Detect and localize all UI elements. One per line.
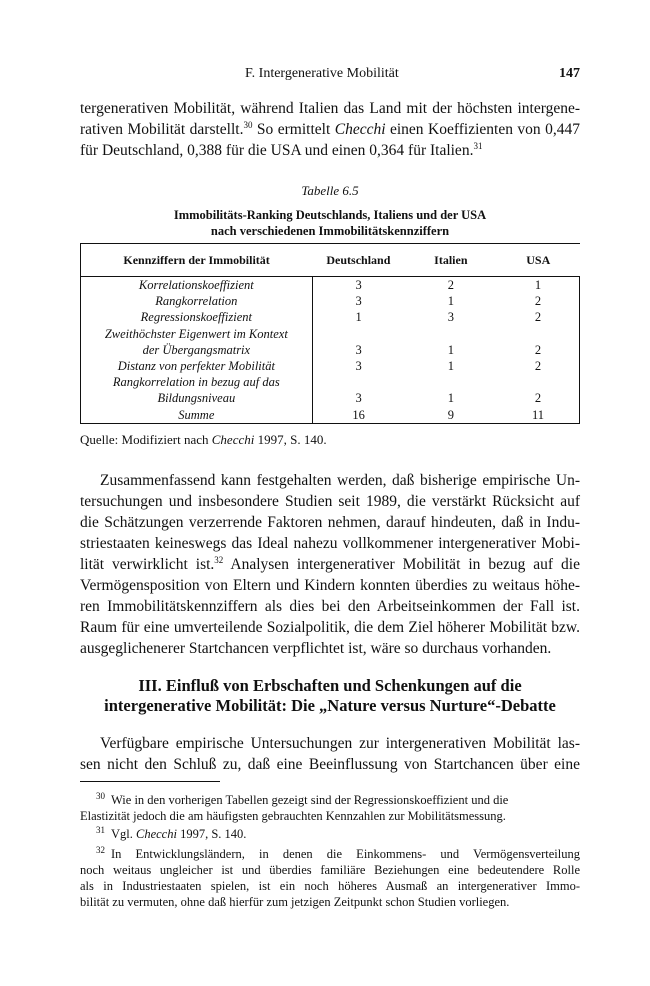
text-line: lität verwirklicht ist.$^{32}$ Analysen intergenerativer Mobilität in bezug auf die — [80, 554, 580, 573]
table-row-sum: Summe 16 9 11 — [81, 407, 580, 424]
column-header: USA — [497, 244, 579, 277]
table-label: Tabelle 6.5 — [301, 183, 359, 198]
ranking-table — [80, 243, 580, 424]
running-header — [80, 66, 580, 86]
text-line: rativen Mobilität darstellt.$^{30}$ So ermittelt Checchi einen Koeffizienten von 0,447 — [80, 119, 580, 138]
footnote-number: 32 — [96, 844, 105, 855]
footnote-number: 31 — [96, 824, 105, 835]
text-line: striestaaten keineswegs das Ideal nahezu vollkommener intergenerativer Mobi- — [80, 535, 580, 552]
text-line: tersuchungen und insbesondere Studien seit 1989, die verstärkt Rücksicht auf — [80, 493, 580, 510]
table-row: Bildungsniveau 3 1 2 — [81, 390, 580, 406]
footnote-32 — [80, 846, 580, 910]
page-number: 147 — [559, 66, 580, 81]
table-row: Regressionskoeffizient 1 3 2 — [81, 309, 580, 325]
footnote-ref[interactable]: 31 — [473, 140, 483, 151]
table-header-row — [81, 244, 580, 277]
table-row: Rangkorrelation in bezug auf das — [81, 374, 580, 390]
paragraph-section-start — [80, 733, 580, 775]
text-line: tergenerativen Mobilität, während Italien das Land mit der höchsten intergene- — [80, 100, 580, 117]
footnote-line: Elastizität jedoch die am häufigsten gebrauchten Kennzahlen zur Mobilitätsmessung. — [80, 809, 506, 823]
text-line: sen nicht den Schluß zu, daß eine Beeinflussung von Startchancen über eine — [80, 756, 580, 773]
text-line: ren Immobilitätskennziffern als dies bei den Arbeitseinkommen der Fall ist. — [80, 598, 580, 615]
footnote-line: noch weitaus ungleicher ist und überdies familiäre Beziehungen eine bedeutendere Rolle — [80, 863, 580, 877]
column-header: Kennziffern der Immobilität — [81, 244, 313, 277]
footnote-30 — [80, 792, 580, 824]
table-row: der Übergangsmatrix 3 1 2 — [81, 342, 580, 358]
footnote-31 — [80, 826, 580, 842]
table-row: Zweithöchster Eigenwert im Kontext — [81, 326, 580, 342]
table-row: Distanz von perfekter Mobilität 3 1 2 — [81, 358, 580, 374]
table-row: Rangkorrelation 3 1 2 — [81, 293, 580, 309]
running-title: F. Intergenerative Mobilität — [245, 66, 399, 81]
footnote-line: $^{30}$ Wie in den vorherigen Tabellen gezeigt sind der Regressionskoeffizient und die — [96, 790, 509, 807]
column-header: Italien — [405, 244, 497, 277]
text-line: Vermögensposition von Eltern und Kindern konnten überdies zu weitaus höhe- — [80, 577, 580, 594]
author-name: Checchi — [136, 827, 177, 841]
text-line: für Deutschland, 0,388 für die USA und einen 0,364 für Italien.$^{31}$ — [80, 140, 483, 159]
footnote-line: $^{31}$ Vgl. Checchi 1997, S. 140. — [96, 824, 247, 841]
text-line: Raum für eine umverteilende Sozialpolitik, die dem Ziel höherer Mobilität bzw. — [80, 619, 580, 636]
table-source: Quelle: Modifiziert nach Checchi 1997, S. 140. — [80, 432, 327, 447]
footnote-line: als in Industriestaaten spielen, ist ein noch höheres Ausmaß an intergenerativer Immo- — [80, 879, 580, 893]
footnote-ref[interactable]: 32 — [214, 554, 224, 565]
text-line: Zusammenfassend kann festgehalten werden, daß bisherige empirische Un- — [100, 472, 580, 489]
text-line: ausgeglichenerer Startchancen verpflichtet ist, wäre so durchaus vorhanden. — [80, 640, 552, 657]
paragraph-summary — [80, 470, 580, 659]
author-name: Checchi — [211, 432, 255, 447]
text-line: die Schätzungen verzerrende Faktoren nehmen, darauf hindeuten, daß in Indu- — [80, 514, 580, 531]
paragraph-intro — [80, 98, 580, 161]
text-line: Verfügbare empirische Untersuchungen zur intergenerativen Mobilität las- — [100, 735, 580, 752]
footnote-line: $^{32}$ In Entwicklungsländern, in denen die Einkommens- und Vermögensverteilung — [96, 844, 580, 861]
footnote-separator — [80, 781, 220, 782]
footnote-number: 30 — [96, 790, 105, 801]
footnote-line: bilität zu vermuten, ohne daß hierfür zum jetzigen Zeitpunkt schon Studien vorliegen. — [80, 895, 510, 909]
table-row: Korrelationskoeffizient 3 2 1 — [81, 277, 580, 294]
author-name: Checchi — [334, 121, 386, 138]
column-header: Deutschland — [312, 244, 404, 277]
footnote-ref[interactable]: 30 — [243, 119, 253, 130]
section-heading: III. Einfluß von Erbschaften und Schenkungen auf die intergenerative Mobilität: Die „Nature versus Nurture“-Debatte — [104, 676, 556, 715]
table-title: Immobilitäts-Ranking Deutschlands, Italiens und der USA nach verschiedenen Immobilitätskennziffern — [173, 208, 487, 238]
